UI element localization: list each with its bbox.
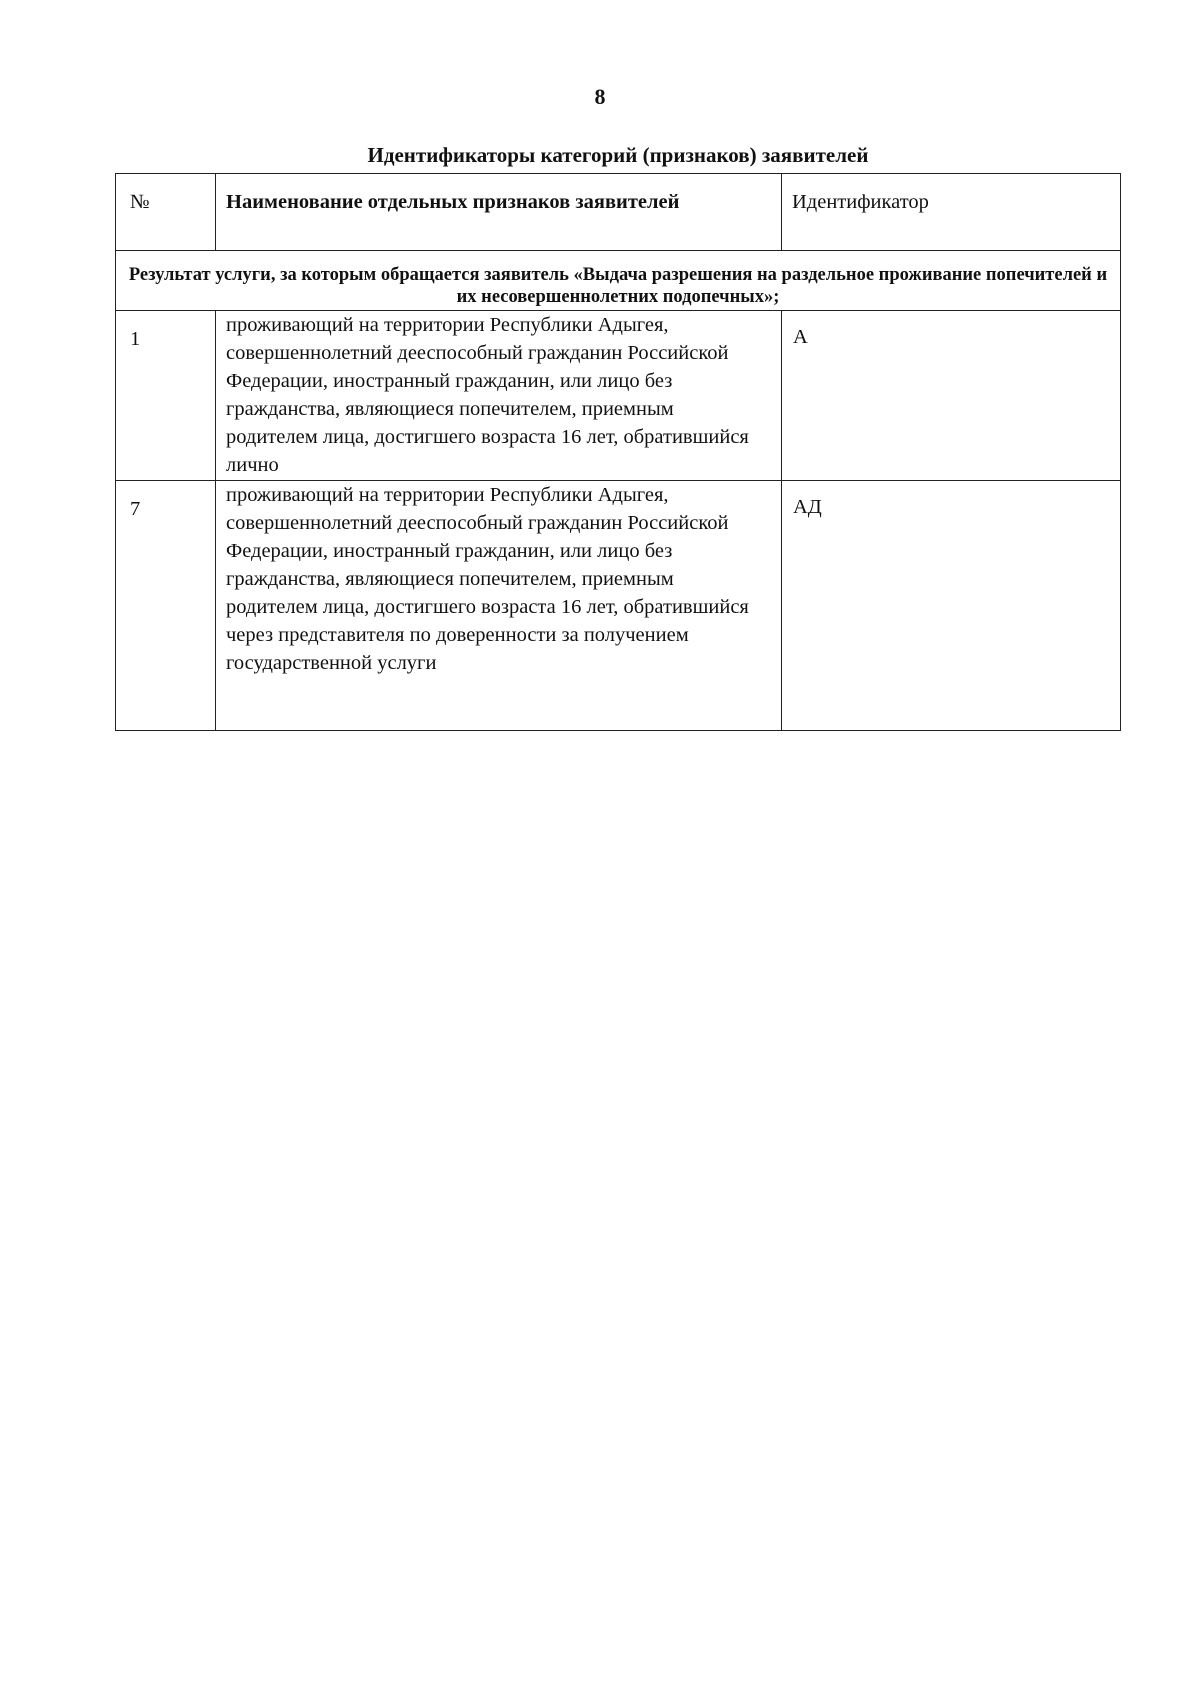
- header-number: №: [116, 174, 216, 251]
- header-name: Наименование отдельных признаков заявителей: [216, 174, 782, 251]
- table-row: [116, 481, 1121, 731]
- page-number: 8: [594, 84, 606, 109]
- applicant-identifiers-table: [115, 173, 1121, 731]
- group-row: [116, 251, 1121, 311]
- table-row: [116, 311, 1121, 481]
- row-description: проживающий на территории Республики Адыгея, совершеннолетний дееспособный гражданин Российской Федерации, иностранный гражданин, или лицо без гражданства, являющиеся попечителем, приемным родителем лица, достигшего возраста 16 лет, обратившийся лично: [216, 311, 782, 481]
- row-number: 1: [116, 311, 216, 481]
- table-header-row: [116, 174, 1121, 251]
- row-number: 7: [116, 481, 216, 731]
- row-description: проживающий на территории Республики Адыгея, совершеннолетний дееспособный гражданин Российской Федерации, иностранный гражданин, или лицо без гражданства, являющиеся попечителем, приемным родителем лица, достигшего возраста 16 лет, обратившийся через представителя по доверенности за получением государственной услуги: [216, 481, 782, 731]
- header-identifier: Идентификатор: [782, 174, 1121, 251]
- document-title: Идентификаторы категорий (признаков) заявителей: [367, 143, 869, 167]
- row-identifier: АД: [782, 481, 1121, 731]
- row-identifier: А: [782, 311, 1121, 481]
- group-title: Результат услуги, за которым обращается заявитель «Выдача разрешения на раздельное проживание попечителей и их несовершеннолетних подопечных»;: [116, 251, 1121, 311]
